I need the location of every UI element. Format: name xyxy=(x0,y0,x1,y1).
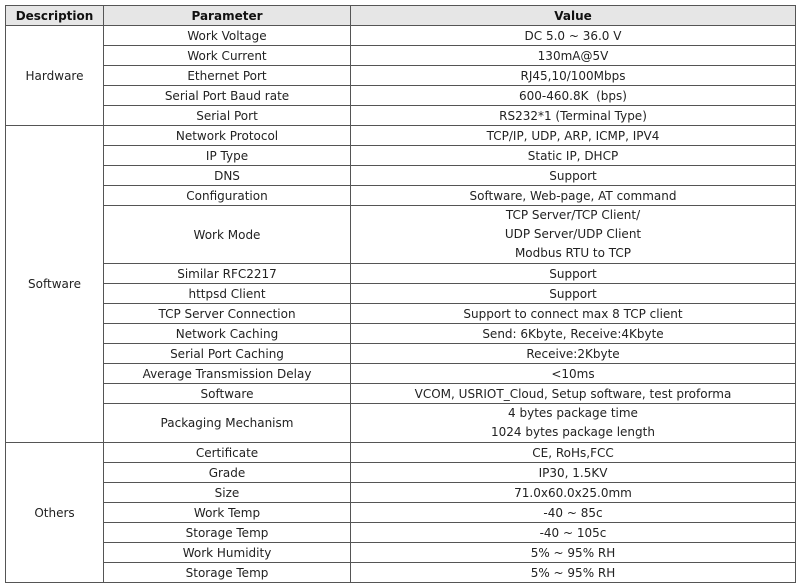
parameter-cell: Configuration xyxy=(104,186,351,206)
parameter-cell: Serial Port xyxy=(104,106,351,126)
value-cell: 5% ~ 95% RH xyxy=(351,563,796,583)
value-cell: DC 5.0 ~ 36.0 V xyxy=(351,26,796,46)
parameter-cell: Ethernet Port xyxy=(104,66,351,86)
table-row xyxy=(6,46,796,66)
group-description: Software xyxy=(6,126,104,443)
parameter-cell: IP Type xyxy=(104,146,351,166)
parameter-cell: Storage Temp xyxy=(104,563,351,583)
parameter-cell: Packaging Mechanism xyxy=(104,404,351,443)
parameter-cell: Storage Temp xyxy=(104,523,351,543)
table-row xyxy=(6,86,796,106)
value-cell: RJ45,10/100Mbps xyxy=(351,66,796,86)
table-row xyxy=(6,503,796,523)
value-cell: <10ms xyxy=(351,364,796,384)
table-row xyxy=(6,443,796,463)
spec-table xyxy=(5,5,796,583)
value-cell: VCOM, USRIOT_Cloud, Setup software, test proforma xyxy=(351,384,796,404)
table-row xyxy=(6,384,796,404)
value-cell: Receive:2Kbyte xyxy=(351,344,796,364)
table-row xyxy=(6,166,796,186)
group-description: Hardware xyxy=(6,26,104,126)
value-cell: CE, RoHs,FCC xyxy=(351,443,796,463)
table-row xyxy=(6,324,796,344)
parameter-cell: TCP Server Connection xyxy=(104,304,351,324)
table-row xyxy=(6,563,796,583)
group-description: Others xyxy=(6,443,104,583)
value-cell xyxy=(351,206,796,264)
parameter-cell: Network Caching xyxy=(104,324,351,344)
parameter-cell: Software xyxy=(104,384,351,404)
parameter-cell: Serial Port Baud rate xyxy=(104,86,351,106)
header-row xyxy=(6,6,796,26)
value-cell: Support xyxy=(351,166,796,186)
table-row xyxy=(6,284,796,304)
table-row xyxy=(6,186,796,206)
value-cell: -40 ~ 105c xyxy=(351,523,796,543)
value-cell xyxy=(351,404,796,443)
table-row xyxy=(6,483,796,503)
parameter-cell: Size xyxy=(104,483,351,503)
value-cell: Support xyxy=(351,284,796,304)
parameter-cell: Grade xyxy=(104,463,351,483)
value-cell: Support to connect max 8 TCP client xyxy=(351,304,796,324)
value-line: Modbus RTU to TCP xyxy=(514,246,632,260)
parameter-cell: Serial Port Caching xyxy=(104,344,351,364)
header-value: Value xyxy=(351,6,796,26)
parameter-cell: Network Protocol xyxy=(104,126,351,146)
parameter-cell: httpsd Client xyxy=(104,284,351,304)
value-line: 4 bytes package time xyxy=(508,406,638,420)
parameter-cell: Similar RFC2217 xyxy=(104,264,351,284)
value-cell: Support xyxy=(351,264,796,284)
table-row xyxy=(6,206,796,264)
value-cell: IP30, 1.5KV xyxy=(351,463,796,483)
table-row xyxy=(6,66,796,86)
table-row xyxy=(6,344,796,364)
table-row xyxy=(6,146,796,166)
value-cell: -40 ~ 85c xyxy=(351,503,796,523)
table-row xyxy=(6,126,796,146)
table-row xyxy=(6,523,796,543)
value-cell: Send: 6Kbyte, Receive:4Kbyte xyxy=(351,324,796,344)
value-cell: Static IP, DHCP xyxy=(351,146,796,166)
table-row xyxy=(6,304,796,324)
value-cell: RS232*1 (Terminal Type) xyxy=(351,106,796,126)
parameter-cell: DNS xyxy=(104,166,351,186)
value-cell: 130mA@5V xyxy=(351,46,796,66)
table-row xyxy=(6,264,796,284)
parameter-cell: Work Humidity xyxy=(104,543,351,563)
value-cell: TCP/IP, UDP, ARP, ICMP, IPV4 xyxy=(351,126,796,146)
value-cell: 5% ~ 95% RH xyxy=(351,543,796,563)
header-description: Description xyxy=(6,6,104,26)
table-row xyxy=(6,26,796,46)
value-cell: 600-460.8K (bps) xyxy=(351,86,796,106)
table-row xyxy=(6,543,796,563)
parameter-cell: Certificate xyxy=(104,443,351,463)
header-parameter: Parameter xyxy=(104,6,351,26)
table-row xyxy=(6,463,796,483)
value-cell: 71.0x60.0x25.0mm xyxy=(351,483,796,503)
value-line: TCP Server/TCP Client/ xyxy=(505,208,641,222)
parameter-cell: Work Voltage xyxy=(104,26,351,46)
parameter-cell: Work Mode xyxy=(104,206,351,264)
value-line: 1024 bytes package length xyxy=(491,425,655,439)
value-cell: Software, Web-page, AT command xyxy=(351,186,796,206)
spec-table-body xyxy=(6,26,796,583)
table-row xyxy=(6,404,796,443)
parameter-cell: Work Temp xyxy=(104,503,351,523)
parameter-cell: Work Current xyxy=(104,46,351,66)
value-line: UDP Server/UDP Client xyxy=(504,227,642,241)
parameter-cell: Average Transmission Delay xyxy=(104,364,351,384)
table-row xyxy=(6,364,796,384)
table-row xyxy=(6,106,796,126)
